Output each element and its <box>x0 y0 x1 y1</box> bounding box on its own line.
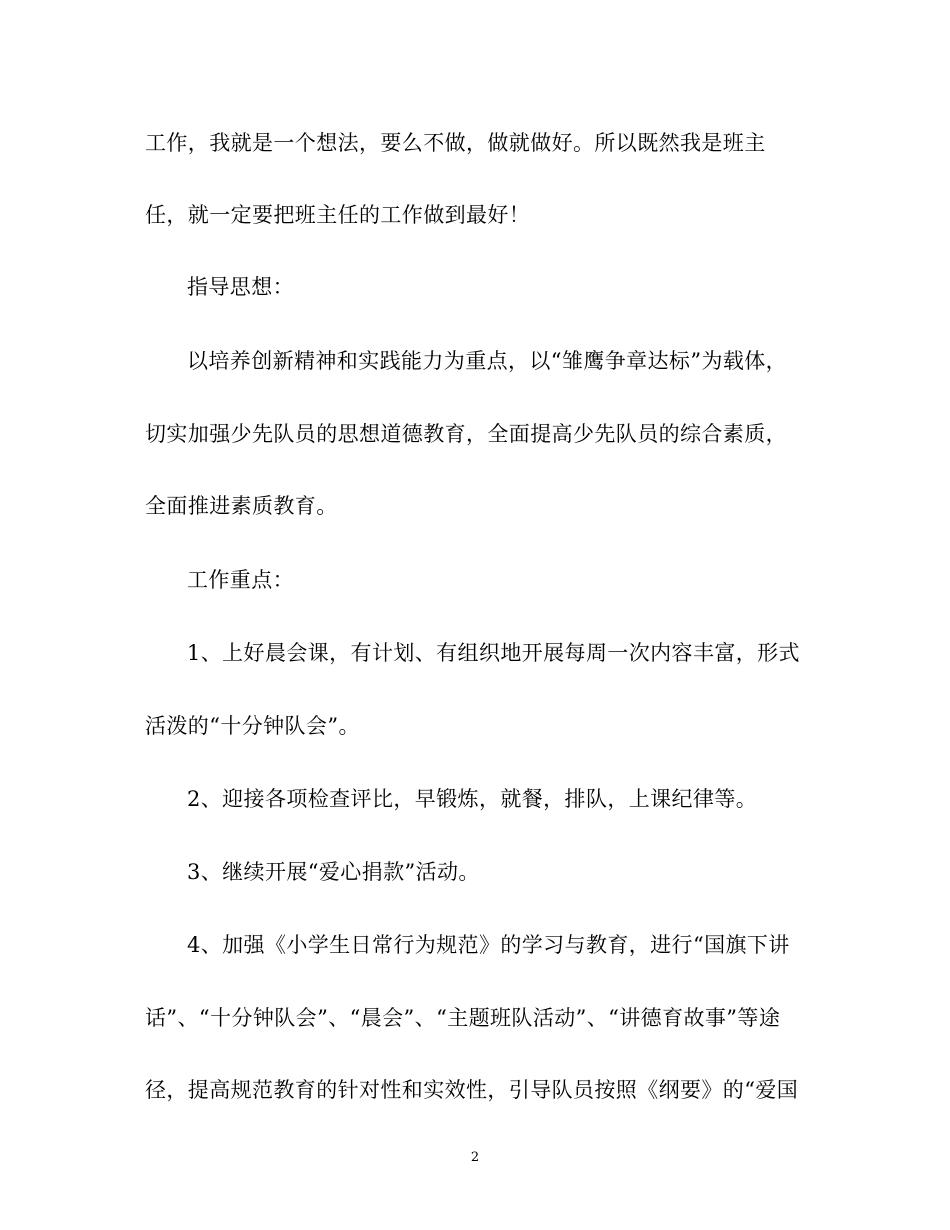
section-heading-work-focus: 工作重点： <box>187 568 294 592</box>
text-line-5: 切实加强少先队员的思想道德教育，全面提高少先队员的综合素质， <box>145 422 787 446</box>
text-line-1: 工作，我就是一个想法，要么不做，做就做好。所以既然我是班主 <box>145 131 766 155</box>
page-number: 2 <box>470 1150 480 1165</box>
text-line-8: 1、上好晨会课，有计划、有组织地开展每周一次内容丰富，形式 <box>187 641 800 665</box>
text-line-12: 4、加强《小学生日常行为规范》的学习与教育，进行“国旗下讲 <box>187 933 790 957</box>
text-line-11: 3、继续开展“爱心捐款”活动。 <box>187 860 480 884</box>
text-line-6: 全面推进素质教育。 <box>145 494 338 518</box>
text-line-13: 话”、“十分钟队会”、“晨会”、“主题班队活动”、“讲德育故事”等途 <box>145 1006 781 1030</box>
text-line-4: 以培养创新精神和实践能力为重点，以“雏鹰争章达标”为载体， <box>187 349 788 373</box>
section-heading-guiding-thought: 指导思想： <box>187 275 294 299</box>
text-line-2: 任，就一定要把班主任的工作做到最好！ <box>145 203 531 227</box>
text-line-14: 径，提高规范教育的针对性和实效性，引导队员按照《纲要》的“爱国 <box>145 1078 799 1102</box>
text-line-10: 2、迎接各项检查评比，早锻炼，就餐，排队，上课纪律等。 <box>187 787 758 811</box>
text-line-9: 活泼的“十分钟队会”。 <box>145 714 360 738</box>
